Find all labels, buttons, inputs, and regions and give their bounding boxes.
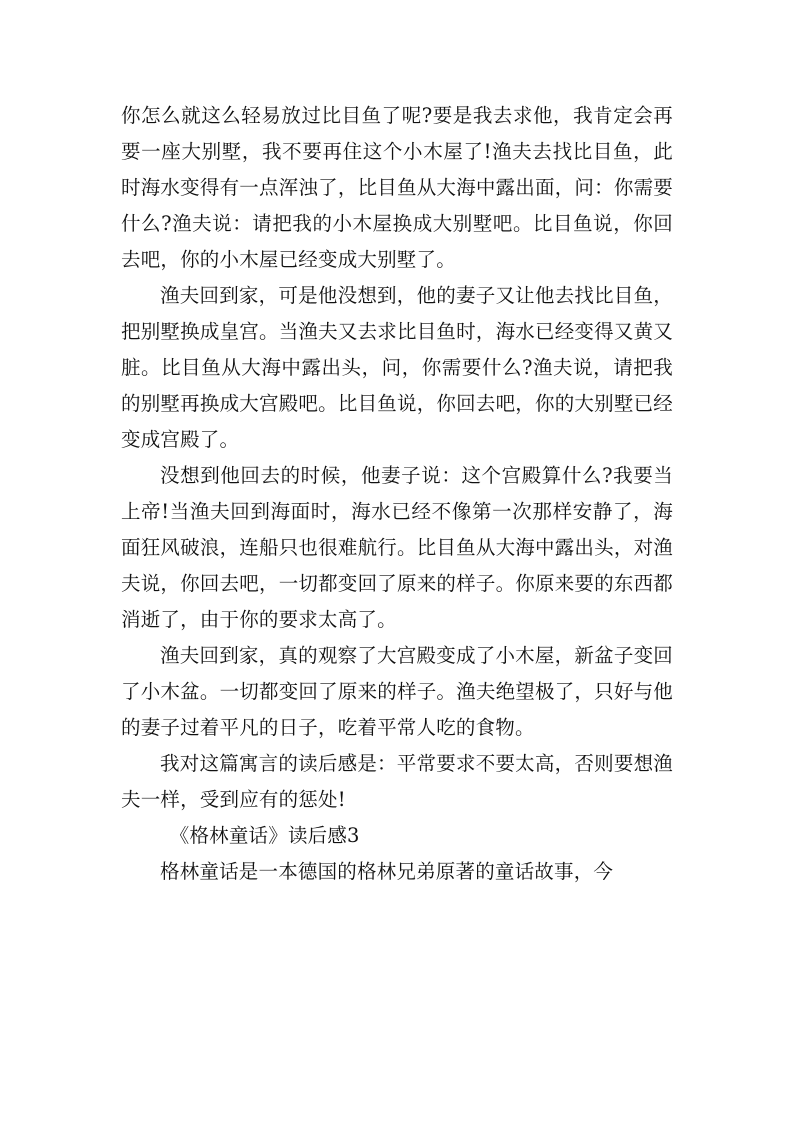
paragraph-3: 没想到他回去的时候，他妻子说：这个宫殿算什么?我要当上帝!当渔夫回到海面时，海水已经不像第一次那样安静了，海面狂风破浪，连船只也很难航行。比目鱼从大海中露出头，对渔夫说，你回去吧，一切都变回了原来的样子。你原来要的东西都消逝了，由于你的要求太高了。 [121,464,673,631]
document-body [121,98,673,890]
paragraph-5: 我对这篇寓言的读后感是：平常要求不要太高，否则要想渔夫一样，受到应有的惩处! [121,752,673,811]
paragraph-1: 你怎么就这么轻易放过比目鱼了呢?要是我去求他，我肯定会再要一座大别墅，我不要再住这个小木屋了!渔夫去找比目鱼，此时海水变得有一点浑浊了，比目鱼从大海中露出面，问：你需要什么?渔夫说：请把我的小木屋换成大别墅吧。比目鱼说，你回去吧，你的小木屋已经变成大别墅了。 [121,104,673,271]
paragraph-4: 渔夫回到家，真的观察了大宫殿变成了小木屋，新盆子变回了小木盆。一切都变回了原来的样子。渔夫绝望极了，只好与他的妻子过着平凡的日子，吃着平常人吃的食物。 [121,644,673,739]
paragraph-6: 格林童话是一本德国的格林兄弟原著的童话故事，今 [160,860,614,883]
section-heading: 《格林童话》读后感3 [169,824,360,847]
paragraph-2: 渔夫回到家，可是他没想到，他的妻子又让他去找比目鱼，把别墅换成皇宫。当渔夫又去求比目鱼时，海水已经变得又黄又脏。比目鱼从大海中露出头，问，你需要什么?渔夫说，请把我的别墅再换成大宫殿吧。比目鱼说，你回去吧，你的大别墅已经变成宫殿了。 [121,284,673,451]
